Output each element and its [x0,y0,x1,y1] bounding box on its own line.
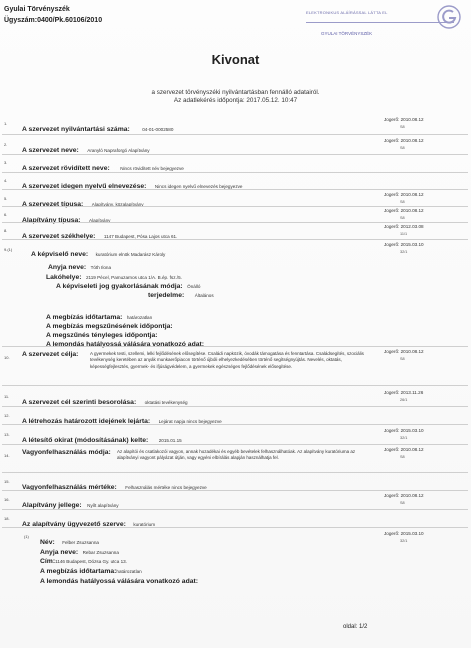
document-title: Kivonat [211,52,260,67]
court-name: Gyulai Törvényszék [4,6,70,13]
entry-number: 18. [4,516,10,521]
page-number: oldal: 1/2 [343,624,368,630]
entry-value: Nincs idegen nyelvű elnevezés bejegyezve [154,184,243,189]
member-mother-value: Rebar Zsuzsanna [82,550,119,555]
divider [2,509,468,510]
entry-value: Aranyló Napraforgó Alapítvány [87,148,150,153]
divider [2,472,468,473]
entry-effective-date: Jogerő: 2012.03.08 [384,224,424,229]
asset-use-text: Az alapítói és csatlakozói vagyon, annak hozadékai és egyéb bevételek felhasználhatóak. Az alapítvány kuratóriuma az alapítványi vagyont pályázat útján, vagy egyéni elbírálás alapján használhatja fel. [117,449,356,461]
entry-effective-date: Jogerő: 2010.08.12 [384,208,424,213]
entry-number: 4. [4,178,8,183]
entry-value: Lejárat napja nincs bejegyezve [158,419,222,424]
member-address-value: 1146 Budapest, Dózsa Gy. utca 13. [55,559,127,564]
entry-value: 1147 Budapest, Pósa Lajos utca 61. [103,234,178,239]
entry-label: A szervezet idegen nyelvű elnevezése: [22,183,147,190]
entry-effective-date: Jogerő: 2010.08.12 [384,117,424,122]
entry-representative [0,242,471,348]
entry-value: Nincs rövidített név bejegyezve [120,166,184,171]
entry-effective-date: Jogerő: 2010.08.12 [384,192,424,197]
rep-actual-end-label: A megszűnés tényleges időpontja: [46,332,158,339]
divider [2,424,468,425]
entry-label: Vagyonfelhasználás mértéke: [22,484,117,491]
rep-duration-label: A megbízás időtartama: [46,314,123,321]
case-number-line [4,15,102,26]
entry-label: A szervezet cél szerinti besorolása: [22,399,137,406]
case-label: Ügyszám: [4,17,38,24]
divider [2,222,468,223]
entry-number: 1. [4,121,8,126]
entry-effective-date: Jogerő: 2013.11.26 [384,390,424,395]
rep-mother-value: Tóth Ilona [90,265,112,270]
stamp-divider [306,22,454,23]
entry-label: Vagyonfelhasználás módja: [22,449,111,456]
document-subtitle: a szervezet törvényszéki nyilvántartásban fennálló adatairól. [151,89,320,96]
entry-number: 13. [4,432,10,437]
divider [2,206,468,207]
entry-number: 6. [4,212,8,217]
entry-value: Nyílt alapítvány [87,503,119,508]
entry-ref: S8 [400,501,405,505]
rep-mode-value: Önálló [187,284,201,289]
entry-value: 2015.01.15 [158,438,182,443]
entry-board-member [0,531,471,593]
entry-ref: S8 [400,357,405,361]
rep-address-value: 2119 Pécel, Pamuzarnos utca 1/A. B.ép. fsz./5. [85,275,182,280]
divider [2,385,468,386]
stamp-text-bottom: GYULAI TÖRVÉNYSZÉK [321,31,373,36]
entry-ref: 32/1 [400,539,408,543]
divider [2,189,468,190]
entry-number: 10. [4,355,10,360]
entry-ref: S8 [400,216,405,220]
entry-label: A létesítő okirat (módosításának) kelte: [22,437,149,444]
entry-ref: 26/1 [400,398,408,402]
member-address-label: Cím: [40,558,56,565]
entry-number: 9.(1) [4,247,13,252]
entry-value: 04-01-0002580 [142,127,174,132]
entry-number: 12. [4,413,10,418]
entry-ref: S8 [400,455,405,459]
entry-number: 11. [4,394,10,399]
entry-value: Alapítvány, közalapítvány [91,202,144,207]
entry-ref: S8 [400,125,405,129]
divider [2,172,468,173]
entry-effective-date: Jogerő: 2010.08.12 [384,138,424,143]
divider [2,490,468,491]
entry-effective-date: Jogerő: 2015.03.10 [384,242,424,247]
entry-ref: S8 [400,200,405,204]
entry-value: oktatási tevékenység [144,400,188,405]
member-name-value: Felber Zsuzsanna [62,540,99,545]
entry-number: 5. [4,196,8,201]
entry-effective-date: Jogerő: 2010.08.12 [384,349,424,354]
case-number: 0400/Pk.60106/2010 [37,17,103,24]
divider [2,444,468,445]
entry-label: A szervezet nyilvántartási száma: [22,126,130,133]
rep-scope-value: Általános [194,293,214,298]
rep-address-label: Lakóhelye: [46,274,82,281]
entry-label: A szervezet székhelye: [22,233,96,240]
member-duration-label: A megbízás időtartama: [40,568,117,575]
entry-number: 3. [4,160,8,165]
query-timestamp: Az adatlekérés időpontja: 2017.05.12. 10:47 [173,97,298,104]
divider [2,239,468,240]
entry-label: Alapítvány típusa: [22,217,81,224]
member-number: (1) [24,534,29,539]
purpose-text: A gyermekek testi, szellemi, lelki fejlődésének elősegítése. Családi napközik, óvodák támogatása és fenntartása. Családsegítés, szociális tevékenység keretében az anyák munkaerőpiacon történő újbóli elhelyezkedésében történő segítségnyújtás. Nevelés, oktatás, képességfejlesztés, gyermek- és ifjúságvédelem, a gyermekek egészséges fejlődésének elősegítése. [90,351,364,369]
entry-ref: 11/1 [400,232,408,236]
entry-ref: S8 [400,146,405,150]
entry-label: A szervezet rövidített neve: [22,165,110,172]
entry-value: Alapítvány [89,218,111,223]
rep-mode-label: A képviseleti jog gyakorlásának módja: [56,283,183,290]
entry-ref: 32/1 [400,436,408,440]
entry-effective-date: Jogerő: 2010.08.12 [384,447,424,452]
divider [2,134,468,135]
stamp-seal-icon [436,4,462,30]
entry-label: Alapítvány jellege: [22,502,82,509]
divider [2,154,468,155]
entry-number: 15. [4,479,10,484]
member-resign-label: A lemondás hatályossá válására vonatkozó adat: [40,578,199,585]
rep-mother-label: Anyja neve: [48,264,87,271]
entry-label: A szervezet típusa: [22,201,84,208]
rep-scope-label: terjedelme: [148,292,185,299]
member-mother-label: Anyja neve: [40,549,79,556]
entry-label: A képviselő neve: [31,251,89,258]
rep-resign-label: A lemondás hatályossá válására vonatkozó adat: [46,341,205,348]
entry-label: A szervezet neve: [22,147,79,154]
entry-ref: 32/1 [400,250,408,254]
entry-effective-date: Jogerő: 2015.03.10 [384,531,424,536]
entry-value: Felhasználás mértéke nincs bejegyezve [125,485,207,490]
member-duration-value: határozatlan [116,569,142,574]
rep-duration-value: határozatlan [126,315,153,320]
entry-number: 16. [4,497,10,502]
entry-value: kuratórium [133,522,156,527]
entry-label: Az alapítvány ügyvezető szerve: [22,521,126,528]
entry-value: kuratórium elnök Madarász Károly [95,252,166,257]
entry-effective-date: Jogerő: 2010.08.12 [384,493,424,498]
divider [2,346,468,347]
entry-number: 14. [4,453,10,458]
entry-number: 2. [4,142,8,147]
entry-label: A szervezet célja: [22,351,79,358]
stamp-text-top: ELEKTRONIKUS ALÁÍRÁSSAL LÁTTA EL [306,10,388,15]
divider [2,527,468,528]
member-name-label: Név: [40,539,55,546]
entry-number: 8. [4,228,8,233]
rep-end-label: A megbízás megszűnésének időpontja: [46,323,173,330]
entry-effective-date: Jogerő: 2015.03.10 [384,428,424,433]
document-header [4,4,102,26]
divider [2,406,468,407]
entry-label: A létrehozás határozott idejének lejárta: [22,418,151,425]
